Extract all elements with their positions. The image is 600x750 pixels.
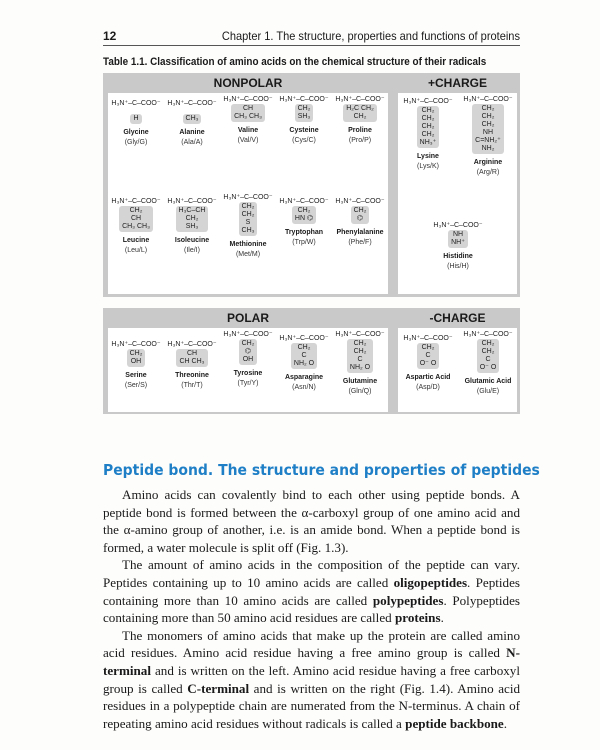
side-chain-line: O⁻ O (479, 364, 497, 371)
side-chain-line: CH₂ (241, 203, 255, 210)
side-chain-highlight (417, 343, 440, 369)
amino-acid-asparagine (276, 334, 332, 391)
body-text (103, 486, 520, 732)
side-chain-line: CH₂ (353, 113, 367, 120)
side-chain-line: CH₂ (481, 340, 495, 347)
text-run: . Polypeptides containing more than 50 amino acid residues are called (103, 592, 521, 626)
text-run: . (440, 610, 444, 626)
side-chain-line: CH₂ (297, 105, 311, 112)
backbone-formula: H₃N⁺–C–COO⁻ (279, 198, 329, 205)
side-chain-line: C (485, 356, 491, 363)
amino-acid-abbreviation: (Val/V) (237, 137, 259, 144)
side-chain-line: O⁻ O (419, 360, 437, 367)
backbone-formula: H₃N⁺–C–COO⁻ (335, 96, 385, 103)
backbone-formula: H₃N⁺–C–COO⁻ (403, 335, 453, 342)
negative-charge-panel (398, 328, 517, 412)
amino-acid-abbreviation: (Gln/Q) (348, 388, 372, 395)
backbone-formula: H₃N⁺–C–COO⁻ (167, 198, 217, 205)
amino-acid-name: Tryptophan (284, 229, 324, 236)
side-chain-line: C (425, 352, 431, 359)
side-chain-highlight (448, 230, 468, 248)
side-chain-line: CH₃ (185, 115, 199, 122)
header-rule (103, 45, 520, 46)
amino-acid-abbreviation: (Glu/E) (476, 388, 500, 395)
backbone-formula: H₃N⁺–C–COO⁻ (433, 222, 483, 229)
group-header-nonpolar: NONPOLAR (213, 76, 283, 90)
amino-acid-abbreviation: (Gly/G) (124, 139, 148, 146)
side-chain-highlight (231, 104, 265, 122)
side-chain-line: H (133, 115, 139, 122)
amino-acid-name: Threonine (175, 372, 209, 379)
side-chain-line: CH₂ (297, 207, 311, 214)
side-chain-line: NH₂ (481, 145, 495, 152)
amino-acid-name: Glutamine (342, 378, 378, 385)
side-chain-line: CH CH₃ (179, 358, 205, 365)
amino-acid-threonine (164, 340, 220, 389)
amino-acid-name: Asparagine (284, 374, 324, 381)
paragraph (103, 486, 520, 556)
amino-acid-abbreviation: (Leu/L) (124, 247, 148, 254)
amino-acid-name: Tyrosine (233, 370, 263, 377)
amino-acid-lysine (398, 97, 458, 170)
side-chain-line: CH₂ (421, 115, 435, 122)
text-run: The monomers of amino acids that make up the protein are called amino acid residues. Amino acid residue having a free amino group is called (103, 627, 520, 661)
amino-acid-glutamic-acid (458, 330, 518, 395)
key-term: C-terminal (187, 680, 250, 696)
amino-acid-valine (220, 95, 276, 144)
side-chain-line: S (245, 219, 251, 226)
side-chain-line: SH₃ (185, 223, 199, 230)
side-chain-line: CH₂ (481, 121, 495, 128)
side-chain-highlight (347, 339, 373, 373)
amino-acid-abbreviation: (Met/M) (235, 251, 261, 258)
side-chain-highlight (295, 104, 314, 122)
side-chain-line: CH₂ (421, 344, 435, 351)
side-chain-line: NH₃⁺ (419, 139, 437, 146)
text-run: The amount of amino acids in the composition of the peptide can vary. Peptides containing up to 10 amino acids are called (103, 557, 520, 590)
amino-acid-glycine (108, 99, 164, 146)
side-chain-line: NH₂ O (293, 360, 315, 367)
amino-acid-abbreviation: (Asn/N) (292, 384, 316, 391)
side-chain-line: CH₂ (421, 107, 435, 114)
side-chain-line: HN ⌬ (294, 215, 314, 222)
positive-charge-panel (398, 93, 517, 294)
amino-acid-name: Methionine (229, 241, 267, 248)
amino-acid-name: Lysine (417, 153, 439, 160)
text-run: . Peptides containing more than 10 amino acids are called (103, 574, 520, 608)
backbone-formula: H₃N⁺–C–COO⁻ (111, 100, 161, 107)
amino-acid-serine (108, 340, 164, 389)
backbone-formula: H₃N⁺–C–COO⁻ (279, 96, 329, 103)
group-header-negative: -CHARGE (429, 311, 486, 325)
amino-acid-tryptophan (276, 197, 332, 246)
amino-acid-name: Glycine (123, 129, 149, 136)
key-term: peptide backbone (405, 715, 504, 731)
amino-acid-abbreviation: (Arg/R) (476, 169, 500, 176)
amino-acid-aspartic-acid (398, 334, 458, 391)
side-chain-highlight (417, 106, 440, 148)
side-chain-line: CH₂ (481, 113, 495, 120)
amino-acid-arginine (458, 95, 518, 176)
side-chain-line: CH₃ CH₃ (122, 223, 150, 230)
amino-acid-isoleucine (164, 197, 220, 254)
side-chain-line: C (357, 356, 363, 363)
running-header: Chapter 1. The structure, properties and functions of proteins (221, 29, 520, 43)
side-chain-line: CH₂ (481, 105, 495, 112)
side-chain-highlight (176, 206, 209, 232)
amino-acid-name: Cysteine (289, 127, 319, 134)
side-chain-line: CH₃ CH₃ (234, 113, 262, 120)
side-chain-highlight (291, 343, 317, 369)
amino-acid-name: Valine (237, 127, 259, 134)
group-header-positive: +CHARGE (427, 76, 487, 90)
side-chain-line: H₂C CH₂ (346, 105, 374, 112)
backbone-formula: H₃N⁺–C–COO⁻ (167, 100, 217, 107)
side-chain-line: CH (242, 105, 254, 112)
amino-acid-alanine (164, 99, 220, 146)
backbone-formula: H₃N⁺–C–COO⁻ (403, 98, 453, 105)
side-chain-highlight (477, 339, 500, 373)
amino-acid-methionine (220, 193, 276, 258)
side-chain-line: SH₃ (297, 113, 311, 120)
text-run: Amino acids can covalently bind to each other using peptide bonds. A peptide bond is formed between the α-carboxyl group of one amino acid and the α-amino group of another, i.e. is an amide bond. When a peptide bond is formed, a water molecule is split off (Fig. 1.3). (103, 487, 520, 555)
paragraph (103, 556, 520, 626)
side-chain-highlight (343, 104, 377, 122)
amino-acid-name: Arginine (473, 159, 503, 166)
section-heading: Peptide bond. The structure and properties of peptides (103, 461, 540, 479)
amino-table-bottom (103, 308, 520, 414)
text-run: . (503, 715, 508, 731)
backbone-formula: H₃N⁺–C–COO⁻ (111, 341, 161, 348)
side-chain-highlight (351, 206, 370, 224)
side-chain-highlight (119, 206, 153, 232)
amino-acid-abbreviation: (Lys/K) (417, 163, 439, 170)
backbone-formula: H₃N⁺–C–COO⁻ (167, 341, 217, 348)
backbone-formula: H₃N⁺–C–COO⁻ (223, 331, 273, 338)
amino-acid-name: Leucine (122, 237, 150, 244)
side-chain-line: ⌬ (356, 215, 364, 222)
amino-acid-abbreviation: (Asp/D) (416, 384, 440, 391)
side-chain-line: CH₂ (353, 348, 367, 355)
polar-panel (108, 328, 388, 412)
side-chain-line: NH (482, 129, 494, 136)
amino-acid-name: Isoleucine (174, 237, 210, 244)
side-chain-line: ⌬ (244, 348, 252, 355)
amino-acid-abbreviation: (Pro/P) (348, 137, 372, 144)
backbone-formula: H₃N⁺–C–COO⁻ (463, 96, 513, 103)
side-chain-line: CH₂ (421, 131, 435, 138)
side-chain-line: H₃C–CH (178, 207, 206, 214)
amino-table-top (103, 73, 520, 297)
side-chain-line: CH₂ (297, 344, 311, 351)
amino-acid-phenylalanine (332, 197, 388, 246)
amino-acid-abbreviation: (Ala/A) (181, 139, 203, 146)
amino-acid-cysteine (276, 95, 332, 144)
amino-acid-name: Proline (348, 127, 372, 134)
side-chain-line: NH (452, 231, 464, 238)
side-chain-line: NH⁺ (451, 239, 465, 246)
key-term: oligopeptides (393, 574, 468, 590)
side-chain-line: NH₂ O (349, 364, 371, 371)
side-chain-line: CH₂ (353, 340, 367, 347)
side-chain-line: CH₂ (421, 123, 435, 130)
amino-acid-tyrosine (220, 330, 276, 387)
side-chain-line: CH₂ (129, 350, 143, 357)
amino-acid-leucine (108, 197, 164, 254)
key-term: proteins (394, 610, 441, 626)
group-header-polar: POLAR (227, 311, 269, 325)
backbone-formula: H₃N⁺–C–COO⁻ (223, 194, 273, 201)
side-chain-line: OH (130, 358, 142, 365)
side-chain-line: CH₃ (241, 227, 255, 234)
amino-acid-name: Glutamic Acid (464, 378, 512, 385)
table-title: Table 1.1. Classification of amino acids on the chemical structure of their radicals (103, 56, 487, 68)
side-chain-line: CH₂ (129, 207, 143, 214)
side-chain-line: CH₂ (241, 340, 255, 347)
side-chain-highlight (130, 114, 141, 124)
page-number: 12 (103, 29, 117, 43)
side-chain-line: OH (242, 356, 254, 363)
text-run: and is written on the right (Fig. 1.4). Amino acid residues in a polypeptide chain are numerated from the N-terminus. A chain of repeating amino acid residues without radicals is called a (103, 680, 520, 731)
nonpolar-panel (108, 93, 388, 294)
amino-acid-abbreviation: (His/H) (447, 263, 469, 270)
amino-acid-name: Serine (125, 372, 147, 379)
backbone-formula: H₃N⁺–C–COO⁻ (335, 198, 385, 205)
backbone-formula: H₃N⁺–C–COO⁻ (223, 96, 273, 103)
side-chain-line: CH₂ (185, 215, 199, 222)
side-chain-line: CH₂ (481, 348, 495, 355)
side-chain-highlight (472, 104, 504, 154)
amino-acid-abbreviation: (Trp/W) (292, 239, 316, 246)
side-chain-highlight (239, 339, 258, 365)
text-run: and is written on the left. Amino acid residue having a free carboxyl group is called (103, 662, 520, 696)
amino-acid-abbreviation: (Thr/T) (181, 382, 203, 389)
paragraph (103, 627, 520, 733)
side-chain-highlight (176, 349, 207, 367)
amino-acid-name: Alanine (179, 129, 205, 136)
amino-acid-abbreviation: (Cys/C) (292, 137, 316, 144)
side-chain-highlight (127, 349, 146, 367)
side-chain-highlight (292, 206, 316, 224)
amino-acid-abbreviation: (Tyr/Y) (237, 380, 259, 387)
backbone-formula: H₃N⁺–C–COO⁻ (335, 331, 385, 338)
backbone-formula: H₃N⁺–C–COO⁻ (111, 198, 161, 205)
amino-acid-name: Aspartic Acid (405, 374, 451, 381)
amino-acid-glutamine (332, 330, 388, 395)
amino-acid-abbreviation: (Phe/F) (348, 239, 372, 246)
side-chain-highlight (239, 202, 258, 236)
amino-acid-name: Histidine (443, 253, 473, 260)
side-chain-highlight (183, 114, 202, 124)
amino-acid-proline (332, 95, 388, 144)
backbone-formula: H₃N⁺–C–COO⁻ (279, 335, 329, 342)
side-chain-line: CH (130, 215, 142, 222)
amino-acid-abbreviation: (Ser/S) (124, 382, 148, 389)
key-term: polypeptides (372, 592, 444, 608)
side-chain-line: CH₂ (353, 207, 367, 214)
amino-acid-histidine (428, 221, 488, 270)
side-chain-line: C (301, 352, 307, 359)
side-chain-line: CH (186, 350, 198, 357)
side-chain-line: CH₂ (241, 211, 255, 218)
amino-acid-abbreviation: (Ile/I) (184, 247, 200, 254)
side-chain-line: C=NH₂⁺ (475, 137, 501, 144)
amino-acid-name: Phenylalanine (336, 229, 384, 236)
backbone-formula: H₃N⁺–C–COO⁻ (463, 331, 513, 338)
key-term: N-terminal (103, 645, 520, 678)
